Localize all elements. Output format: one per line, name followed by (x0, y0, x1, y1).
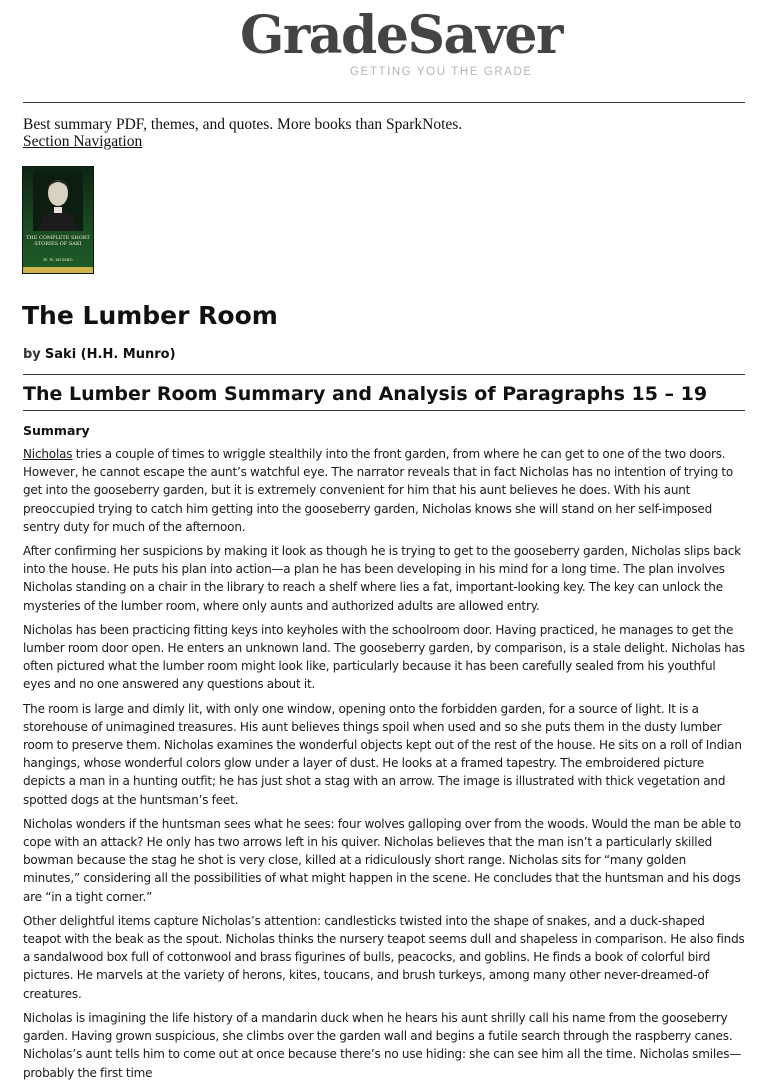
paragraph-1-text: tries a couple of times to wriggle stealthily into the front garden, from where he can get to one of the two doors. However, he cannot escape the aunt’s watchful eye. The narrator reveals that in fact Nicholas has no intention of trying to get into the gooseberry garden, but it is extremely convenient for him that his aunt believes he does. With his aunt preoccupied trying to catch him getting into the gooseberry garden, Nicholas knows she will stand on her self-imposed sentry duty for much of the afternoon. (23, 447, 734, 534)
title-divider (23, 374, 745, 375)
paragraph-7: Nicholas is imagining the life history of a mandarin duck when he hears his aunt shrilly call his name from the gooseberry garden. Having grown suspicious, she climbs over the garden wall and begins a futile search through the raspberry canes. Nicholas’s aunt tells him to come out at once because there’s no use hiding: she can see him all the time. Nicholas smiles—probably the first time (23, 1010, 742, 1080)
book-title: The Lumber Room (22, 301, 278, 330)
cover-title: THE COMPLETE SHORT STORIES OF SAKI (26, 235, 90, 247)
byline (23, 346, 176, 364)
summary-content (23, 445, 745, 1088)
header-divider (23, 102, 745, 103)
section-heading: The Lumber Room Summary and Analysis of Paragraphs 15 – 19 (23, 383, 708, 405)
paragraph-6: Other delightful items capture Nicholas’s attention: candlesticks twisted into the shape of snakes, and a duck-shaped teapot with the beak as the spout. Nicholas thinks the nursery teapot seems dull and shapeless in comparison. He also finds a sandalwood box full of cottonwool and brass figurines of bulls, peacocks, and goblins. He finds a book of colorful bird pictures. He marvels at the variety of herons, kites, toucans, and brush turkeys, among many other never-dreamed-of creatures. (23, 913, 745, 1001)
paragraph-1 (23, 445, 745, 536)
cover-author: H. H. MUNRO (43, 257, 73, 262)
site-header (0, 0, 768, 86)
paragraph-3: Nicholas has been practicing fitting keys into keyholes with the schoolroom door. Having practiced, he manages to get the lumber room door open. He enters an unknown land. The gooseberry garden, by comparison, is a stale delight. Nicholas has often pictured what the lumber room might look like, particularly because it has been carefully sealed from his youthful eyes and no one answered any questions about it. (23, 622, 745, 692)
paragraph-2: After confirming her suspicions by making it look as though he is trying to get to the gooseberry garden, Nicholas slips back into the house. He puts his plan into action—a plan he has been developing in his mind for a long time. The plan involves Nicholas standing on a chair in the library to reach a shelf where lies a fat, important-looking key. The key can unlock the mysteries of the lumber room, where only aunts and authorized adults are allowed entry. (23, 544, 741, 613)
author-portrait (33, 171, 83, 231)
logo-wordmark: GradeSaver (240, 5, 562, 66)
author-link[interactable]: Saki (H.H. Munro) (44, 347, 176, 362)
by-label: by (23, 347, 41, 362)
book-cover-image[interactable] (22, 166, 94, 274)
paragraph-4: The room is large and dimly lit, with only one window, opening onto the forbidden garden, for a source of light. It is a storehouse of unimagined treasures. His aunt believes things spoil when used and so she puts them in the dusty lumber room to preserve them. Nicholas examines the wonderful objects kept out of the rest of the house. He sits on a roll of Indian hangings, whose wonderful colors glow under a layer of dust. He looks at a framed tapestry. The embroidered picture depicts a man in a hunting outfit; he has just shot a stag with an arrow. The image is illustrated with thick vegetation and spotted dogs at the huntsman’s feet. (23, 701, 742, 807)
paragraph-5: Nicholas wonders if the huntsman sees what he sees: four wolves galloping over from the woods. Would the man be able to cope with an attack? He only has two arrows left in his quiver. Nicholas believes that the man isn’t a particularly skilled bowman because the stag he shot is very close, killed at a ridiculously short range. Nicholas sits for “many golden minutes,” considering all the possibilities of what might happen in the scene. He concludes that the huntsman and his dogs are “in a tight corner.” (23, 816, 742, 904)
section-navigation-link[interactable]: Section Navigation (23, 133, 143, 150)
cover-bar (23, 267, 93, 273)
logo-tagline: GETTING YOU THE GRADE (350, 66, 533, 78)
heading-divider (23, 410, 745, 411)
gradesaver-logo[interactable] (240, 4, 562, 80)
summary-label: Summary (23, 423, 90, 438)
character-link-nicholas[interactable]: Nicholas (23, 447, 73, 461)
promo-tagline: Best summary PDF, themes, and quotes. More books than SparkNotes. (23, 116, 463, 133)
